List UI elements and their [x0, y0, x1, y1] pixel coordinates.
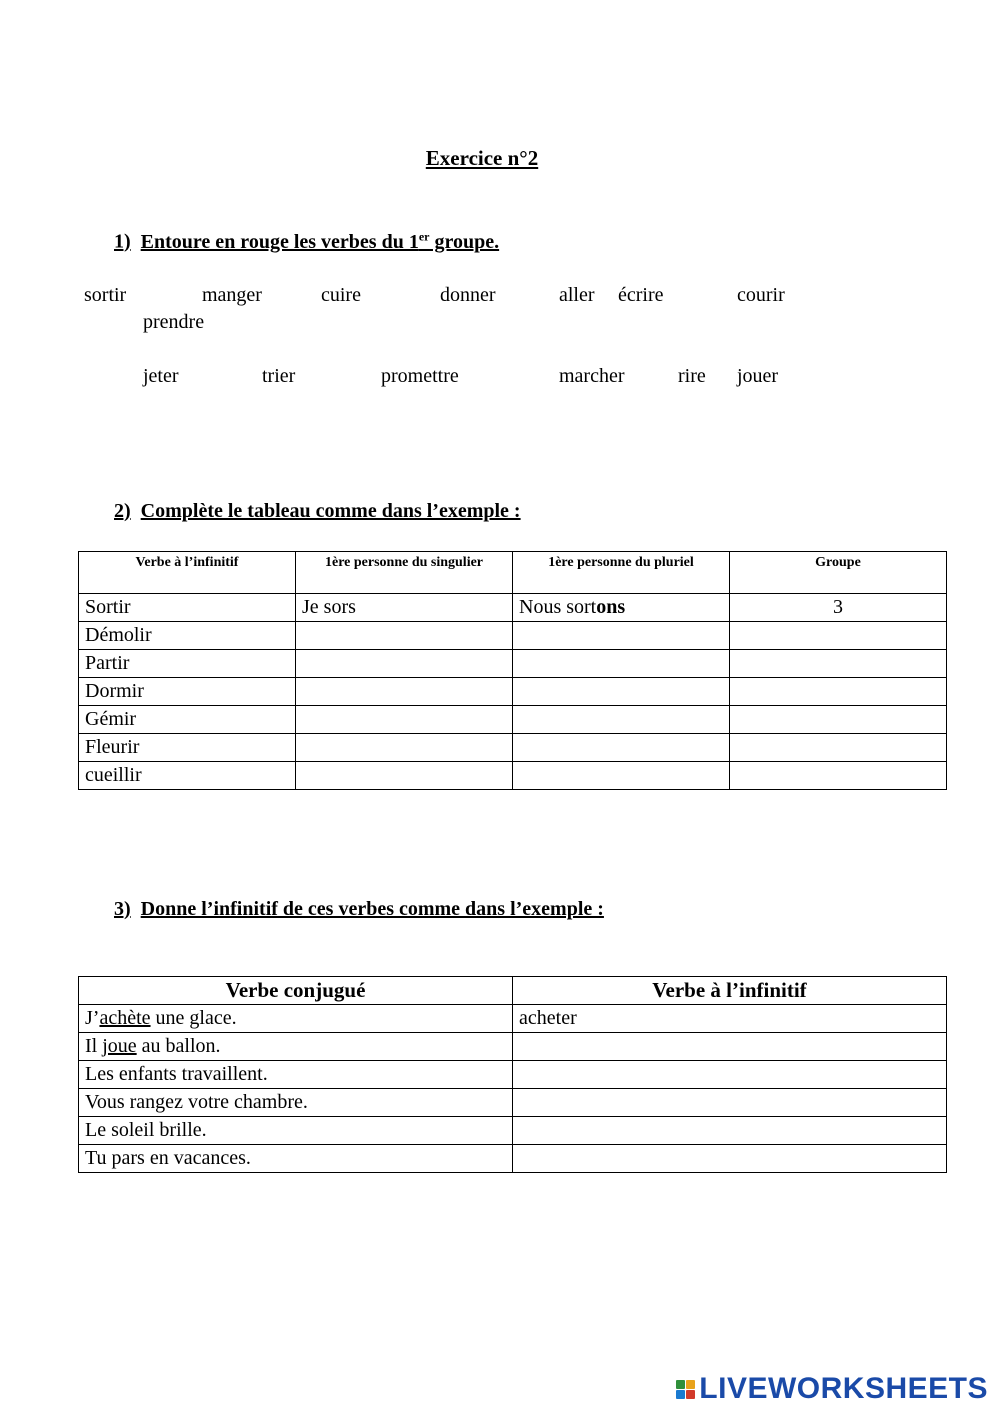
answer-cell-infinitive[interactable]	[513, 1089, 947, 1117]
superscript-er: er	[418, 229, 430, 243]
table-row	[79, 1145, 947, 1173]
answer-cell-group[interactable]	[730, 622, 947, 650]
table-row	[79, 1061, 947, 1089]
verb-word[interactable]: prendre	[143, 311, 205, 333]
header-infinitive: Verbe à l’infinitif	[79, 552, 296, 594]
table-row	[79, 1033, 947, 1061]
underlined-verb: joue	[102, 1035, 137, 1057]
table-header-row	[79, 552, 947, 594]
verb-word[interactable]: écrire	[618, 284, 664, 306]
header-plural: 1ère personne du pluriel	[513, 552, 730, 594]
underlined-verb: achète	[99, 1007, 151, 1029]
infinitive-table	[78, 976, 947, 1173]
answer-cell-group[interactable]	[730, 734, 947, 762]
verb-word[interactable]: promettre	[381, 365, 459, 387]
example-infinitive: Sortir	[79, 594, 296, 622]
plural-ending: ons	[596, 596, 626, 618]
table-row	[79, 734, 947, 762]
answer-cell-plural[interactable]	[513, 622, 730, 650]
logo-square-icon	[686, 1390, 695, 1399]
verb-infinitive: Dormir	[79, 678, 296, 706]
question-2-number: 2)	[114, 500, 131, 522]
verb-word[interactable]: marcher	[559, 365, 625, 387]
answer-cell-group[interactable]	[730, 762, 947, 790]
verb-infinitive: Démolir	[79, 622, 296, 650]
logo-square-icon	[686, 1380, 695, 1389]
conjugated-sentence: Tu pars en vacances.	[79, 1145, 513, 1173]
answer-cell-infinitive[interactable]	[513, 1117, 947, 1145]
table-row	[79, 1089, 947, 1117]
header-infinitive: Verbe à l’infinitif	[513, 977, 947, 1005]
table-row	[79, 622, 947, 650]
answer-cell-plural[interactable]	[513, 762, 730, 790]
answer-cell-plural[interactable]	[513, 734, 730, 762]
table-row	[79, 706, 947, 734]
conjugated-sentence: Les enfants travaillent.	[79, 1061, 513, 1089]
verb-word[interactable]: manger	[202, 284, 262, 306]
verb-word[interactable]: rire	[678, 365, 706, 387]
verb-word[interactable]: donner	[440, 284, 496, 306]
header-singular: 1ère personne du singulier	[296, 552, 513, 594]
answer-cell-group[interactable]	[730, 650, 947, 678]
answer-cell-singular[interactable]	[296, 706, 513, 734]
answer-cell-infinitive[interactable]	[513, 1061, 947, 1089]
answer-cell-group[interactable]	[730, 706, 947, 734]
table-row	[79, 762, 947, 790]
question-1-text: Entoure en rouge les verbes du 1er groupe.	[140, 229, 500, 253]
logo-square-icon	[676, 1390, 685, 1399]
verb-infinitive: Gémir	[79, 706, 296, 734]
conjugated-sentence: Il joue au ballon.	[79, 1033, 513, 1061]
question-2-text: Complète le tableau comme dans l’exemple :	[140, 500, 521, 522]
question-2	[114, 500, 521, 523]
answer-cell-infinitive[interactable]: acheter	[513, 1005, 947, 1033]
answer-cell-infinitive[interactable]	[513, 1033, 947, 1061]
header-group: Groupe	[730, 552, 947, 594]
answer-cell-singular[interactable]	[296, 650, 513, 678]
conjugated-sentence: J’achète une glace.	[79, 1005, 513, 1033]
example-singular: Je sors	[296, 594, 513, 622]
liveworksheets-logo	[676, 1372, 988, 1406]
example-plural: Nous sortons	[513, 594, 730, 622]
verb-word[interactable]: courir	[737, 284, 785, 306]
answer-cell-plural[interactable]	[513, 650, 730, 678]
question-1	[114, 229, 499, 254]
verb-word[interactable]: aller	[559, 284, 595, 306]
table-row	[79, 678, 947, 706]
verb-word[interactable]: cuire	[321, 284, 361, 306]
logo-text: LIVEWORKSHEETS	[699, 1372, 988, 1405]
verb-word[interactable]: jouer	[737, 365, 779, 387]
answer-cell-singular[interactable]	[296, 678, 513, 706]
question-3	[114, 898, 604, 921]
question-3-number: 3)	[114, 898, 131, 920]
answer-cell-singular[interactable]	[296, 762, 513, 790]
example-group: 3	[730, 594, 947, 622]
exercise-title: Exercice n°2	[425, 146, 539, 170]
verb-infinitive: Partir	[79, 650, 296, 678]
table-header-row	[79, 977, 947, 1005]
conjugation-table	[78, 551, 947, 790]
answer-cell-singular[interactable]	[296, 622, 513, 650]
table-row	[79, 1117, 947, 1145]
verb-infinitive: cueillir	[79, 762, 296, 790]
liveworksheets-logo-icon	[676, 1380, 695, 1399]
verb-word[interactable]: sortir	[84, 284, 127, 306]
answer-cell-group[interactable]	[730, 678, 947, 706]
answer-cell-plural[interactable]	[513, 678, 730, 706]
header-conjugated: Verbe conjugué	[79, 977, 513, 1005]
table-row-example	[79, 594, 947, 622]
verb-word[interactable]: jeter	[143, 365, 179, 387]
verb-word[interactable]: trier	[262, 365, 296, 387]
question-1-number: 1)	[114, 230, 131, 253]
table-row	[79, 1005, 947, 1033]
answer-cell-singular[interactable]	[296, 734, 513, 762]
answer-cell-infinitive[interactable]	[513, 1145, 947, 1173]
conjugated-sentence: Le soleil brille.	[79, 1117, 513, 1145]
logo-square-icon	[676, 1380, 685, 1389]
question-3-text: Donne l’infinitif de ces verbes comme dans l’exemple :	[140, 898, 604, 920]
verb-infinitive: Fleurir	[79, 734, 296, 762]
table-row	[79, 650, 947, 678]
answer-cell-plural[interactable]	[513, 706, 730, 734]
conjugated-sentence: Vous rangez votre chambre.	[79, 1089, 513, 1117]
